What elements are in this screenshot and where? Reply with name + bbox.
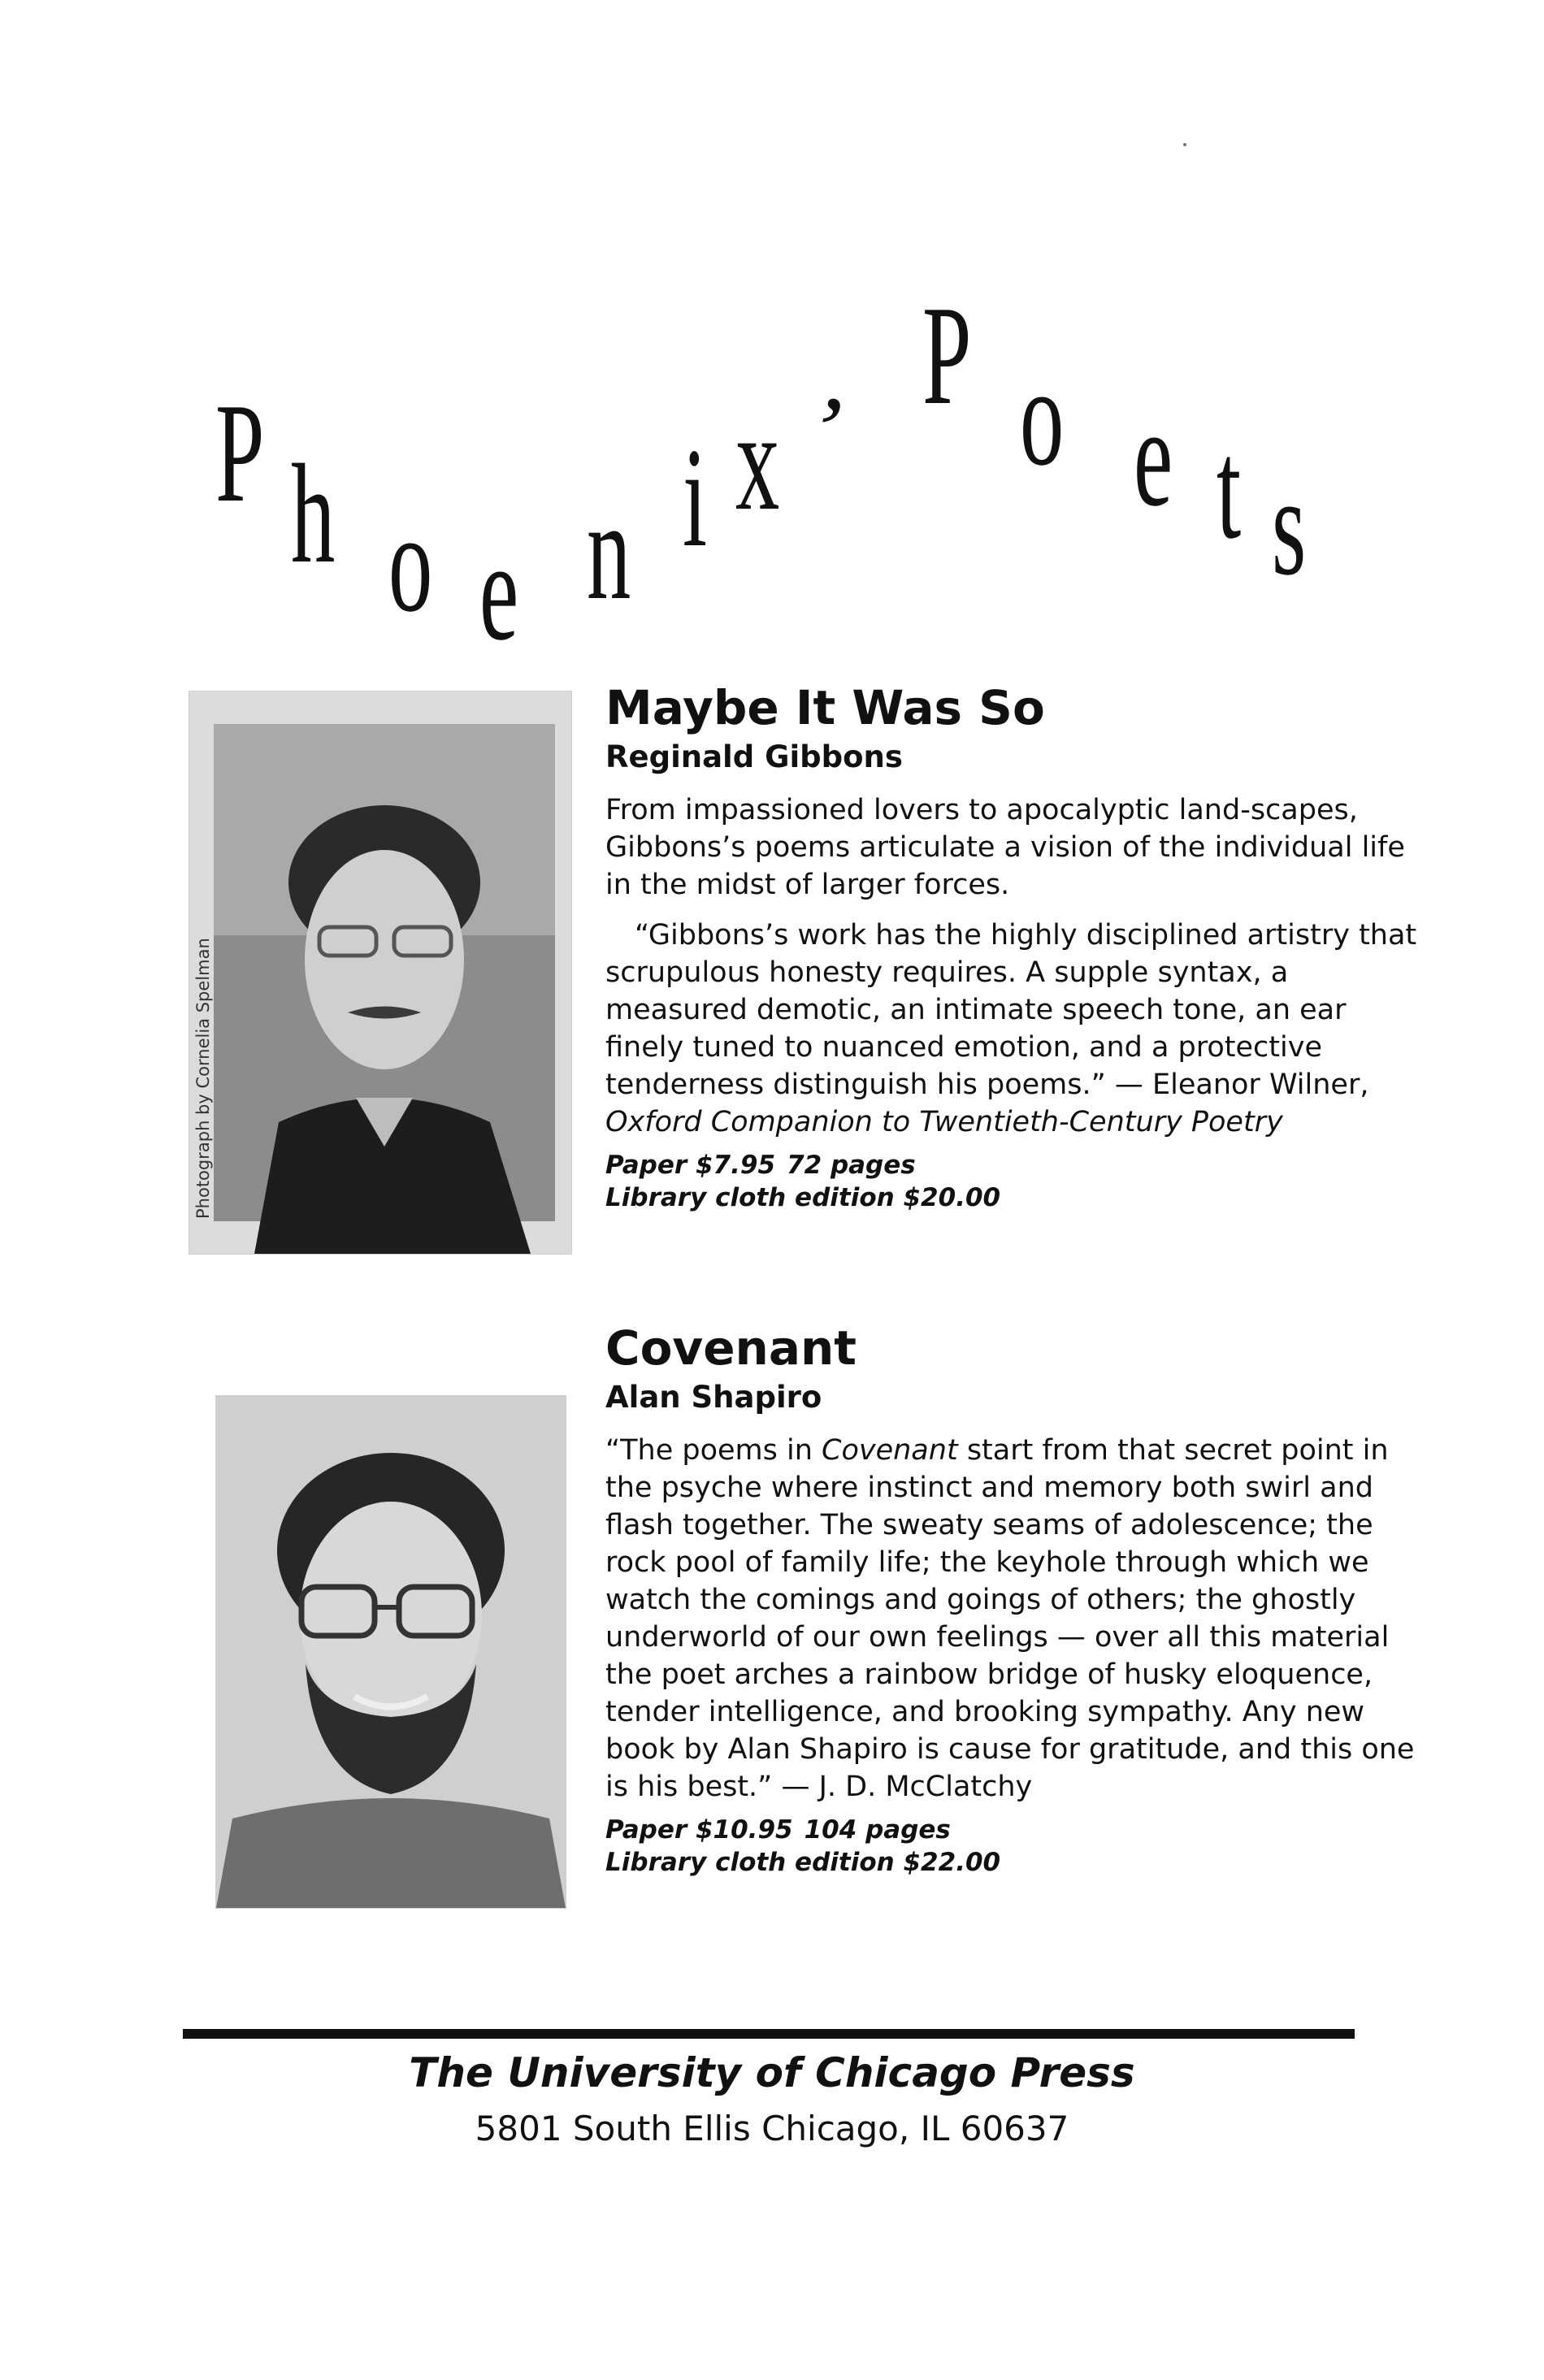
quote-open: “The poems in <box>605 1433 813 1467</box>
title-letter: i <box>683 418 708 576</box>
book-quote <box>605 917 1418 1141</box>
book-quote <box>605 1432 1418 1806</box>
title-letter: o <box>388 483 433 641</box>
book-description: From impassioned lovers to apocalyptic land-scapes, Gibbons’s poems articulate a vision of the individual life in the midst of larger forces. <box>605 793 1405 901</box>
title-letter: e <box>1134 378 1173 535</box>
book-covenant <box>605 1320 1418 1879</box>
paper-price: Paper $10.95 <box>605 1814 793 1845</box>
cloth-price: Library cloth edition $22.00 <box>605 1847 1001 1877</box>
quote-text: “Gibbons’s work has the highly disciplined artistry that scrupulous honesty requires. A supple syntax, a measured demotic, an intimate speech tone, an ear finely tuned to nuanced emotion, and a protective tenderness distinguish his poems.” — Eleanor Wilner, <box>605 918 1417 1101</box>
author-photo-shapiro <box>215 1395 566 1909</box>
price-line <box>605 1149 1418 1181</box>
title-letter: t <box>1217 410 1242 568</box>
book-author: Alan Shapiro <box>605 1379 822 1415</box>
book-title: Maybe It Was So <box>605 680 1045 735</box>
print-speck <box>1183 143 1186 146</box>
divider-rule <box>183 2029 1355 2039</box>
title-letter: o <box>1020 337 1065 495</box>
title-letter: h <box>291 435 336 592</box>
title-letter: x <box>735 382 780 540</box>
quote-title: Covenant <box>822 1433 958 1467</box>
author-photo-gibbons <box>189 691 572 1255</box>
price-line <box>605 1814 1418 1846</box>
quote-source: Oxford Companion to Twentieth-Century Poetry <box>605 1105 1283 1138</box>
book-author: Reginald Gibbons <box>605 739 903 774</box>
title-letter: s <box>1272 447 1307 605</box>
cloth-price: Library cloth edition $20.00 <box>605 1182 1001 1212</box>
book-maybe-it-was-so <box>605 680 1418 1214</box>
title-letter: P <box>215 374 265 531</box>
paper-price: Paper $7.95 <box>605 1150 776 1180</box>
book-title: Covenant <box>605 1320 857 1376</box>
page-count: 72 pages <box>787 1150 916 1180</box>
page-count: 104 pages <box>804 1814 951 1845</box>
title-letter: n <box>587 471 631 629</box>
title-letter: P <box>922 276 972 434</box>
title-apostrophe: ’ <box>803 374 855 487</box>
quote-text: start from that secret point in the psyche where instinct and memory both swirl and flash together. The sweaty seams of adolescence; the rock pool of family life; the keyhole through which we watch the comings and goings of others; the ghostly underworld of our own feelings — over all this material the poet arches a rainbow bridge of husky eloquence, tender intelligence, and brooking sympathy. Any new book by Alan Shapiro is cause for gratitude, and this one is his best.” — J. D. McClatchy <box>605 1433 1415 1803</box>
title-letter: e <box>479 512 519 670</box>
publisher-address: 5801 South Ellis Chicago, IL 60637 <box>475 2109 1069 2148</box>
publisher-name: The University of Chicago Press <box>409 2049 1135 2096</box>
photo-credit: Photograph by Cornelia Spelman <box>193 938 213 1219</box>
series-title <box>0 0 1544 670</box>
